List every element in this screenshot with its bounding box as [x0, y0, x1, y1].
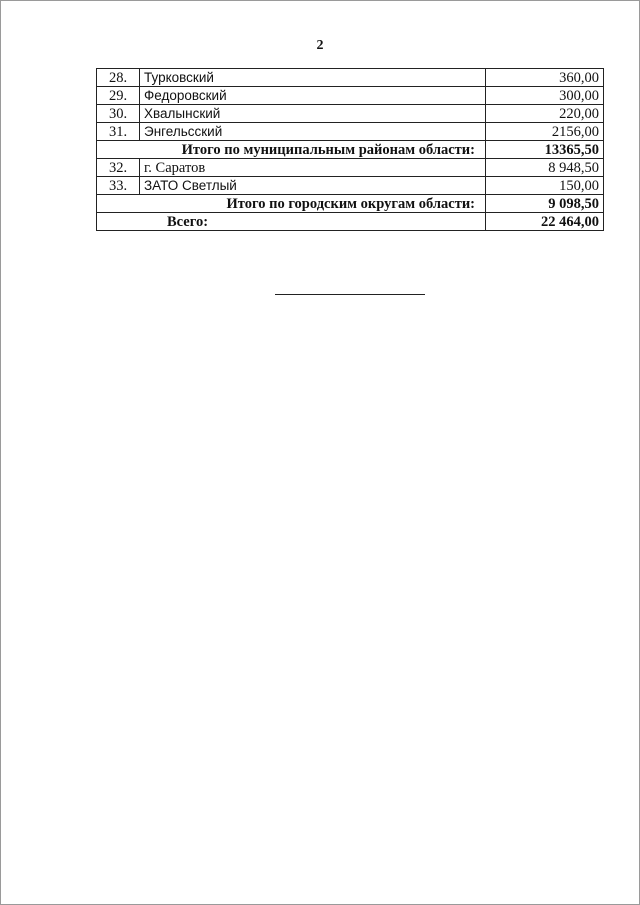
district-name: Хвалынский — [140, 105, 486, 123]
amount-cell: 360,00 — [486, 69, 604, 87]
amount-cell: 8 948,50 — [486, 159, 604, 177]
district-name: Энгельсский — [140, 123, 486, 141]
city-subtotal-row — [97, 195, 604, 213]
city-subtotal-amount: 9 098,50 — [486, 195, 604, 213]
table-row — [97, 69, 604, 87]
table-row — [97, 105, 604, 123]
city-name: г. Саратов — [140, 159, 486, 177]
row-number: 30. — [97, 105, 140, 123]
municipal-subtotal-label: Итого по муниципальным районам области: — [97, 141, 486, 159]
city-subtotal-label: Итого по городским округам области: — [97, 195, 486, 213]
amount-cell: 220,00 — [486, 105, 604, 123]
grand-total-label: Всего: — [97, 213, 486, 231]
row-number: 29. — [97, 87, 140, 105]
amount-cell: 2156,00 — [486, 123, 604, 141]
municipal-subtotal-row — [97, 141, 604, 159]
grand-total-amount: 22 464,00 — [486, 213, 604, 231]
end-of-document-line — [275, 294, 425, 295]
table-row — [97, 177, 604, 195]
row-number: 33. — [97, 177, 140, 195]
grand-total-row — [97, 213, 604, 231]
table-row — [97, 87, 604, 105]
district-name: Турковский — [140, 69, 486, 87]
row-number: 32. — [97, 159, 140, 177]
amount-cell: 300,00 — [486, 87, 604, 105]
municipal-subtotal-amount: 13365,50 — [486, 141, 604, 159]
district-name: Федоровский — [140, 87, 486, 105]
row-number: 31. — [97, 123, 140, 141]
amount-cell: 150,00 — [486, 177, 604, 195]
row-number: 28. — [97, 69, 140, 87]
allocation-table — [96, 68, 604, 231]
table-row — [97, 123, 604, 141]
city-name: ЗАТО Светлый — [140, 177, 486, 195]
table-row — [97, 159, 604, 177]
page-number: 2 — [316, 38, 324, 53]
